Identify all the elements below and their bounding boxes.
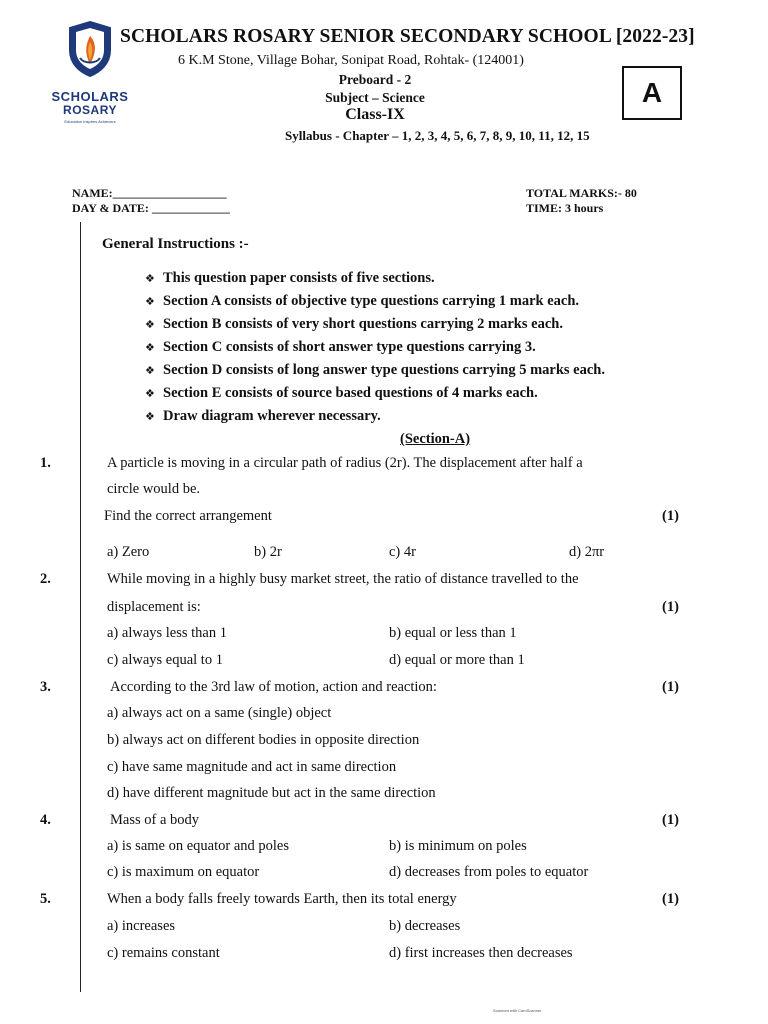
instruction-item: ❖ Section A consists of objective type questions carrying 1 mark each. xyxy=(145,293,580,309)
question-number: 2. xyxy=(40,571,51,587)
logo-tagline: Education Inspires Achievers xyxy=(64,119,116,124)
answer-option: b) decreases xyxy=(389,918,461,934)
diamond-bullet-icon: ❖ xyxy=(145,295,155,308)
question-text: According to the 3rd law of motion, action and reaction: xyxy=(110,679,437,695)
answer-option: b) always act on different bodies in opposite direction xyxy=(107,732,420,748)
question-text: circle would be. xyxy=(107,481,201,497)
date-field-label: DAY & DATE: _____________ xyxy=(72,201,230,215)
question-marks: (1) xyxy=(662,508,679,524)
diamond-bullet-icon: ❖ xyxy=(145,272,155,285)
instruction-item: ❖ Draw diagram wherever necessary. xyxy=(145,408,381,424)
section-a-title: (Section-A) xyxy=(400,431,471,447)
question-text: When a body falls freely towards Earth, then its total energy xyxy=(107,891,457,907)
logo-text-line2: ROSARY xyxy=(63,103,117,117)
class-title: Class-IX xyxy=(345,106,405,123)
answer-option: c) is maximum on equator xyxy=(107,864,260,880)
scanner-watermark: Scanned with CamScanner xyxy=(493,1008,542,1013)
answer-option: a) increases xyxy=(107,918,176,934)
answer-option: d) equal or more than 1 xyxy=(389,652,525,668)
instructions-title: General Instructions :- xyxy=(102,236,249,252)
diamond-bullet-icon: ❖ xyxy=(145,318,155,331)
answer-option: b) is minimum on poles xyxy=(389,838,527,854)
answer-option: b) equal or less than 1 xyxy=(389,625,517,641)
answer-option: d) 2πr xyxy=(569,544,605,560)
answer-option: a) is same on equator and poles xyxy=(107,838,290,854)
name-field-label: NAME:___________________ xyxy=(72,186,227,200)
question-marks: (1) xyxy=(662,891,679,907)
instruction-item: ❖ Section B consists of very short questions carrying 2 marks each. xyxy=(145,316,563,332)
answer-option: c) always equal to 1 xyxy=(107,652,223,668)
question-text: Mass of a body xyxy=(110,812,200,828)
diamond-bullet-icon: ❖ xyxy=(145,364,155,377)
instruction-item: ❖ Section C consists of short answer type questions carrying 3. xyxy=(145,339,536,355)
question-marks: (1) xyxy=(662,599,679,615)
question-number: 5. xyxy=(40,891,51,907)
exam-title: Preboard - 2 xyxy=(338,72,412,87)
paper-set-box: A xyxy=(622,66,682,120)
question-marks: (1) xyxy=(662,812,679,828)
question-marks: (1) xyxy=(662,679,679,695)
school-name: SCHOLARS ROSARY SENIOR SECONDARY SCHOOL [2022-23] xyxy=(120,26,695,47)
question-text: While moving in a highly busy market street, the ratio of distance travelled to the xyxy=(107,571,579,587)
school-address: 6 K.M Stone, Village Bohar, Sonipat Road, Rohtak- (124001) xyxy=(178,53,524,68)
answer-option: c) remains constant xyxy=(107,945,220,961)
answer-option: a) always act on a same (single) object xyxy=(107,705,332,721)
diamond-bullet-icon: ❖ xyxy=(145,410,155,423)
shield-crest-icon xyxy=(66,20,114,78)
question-text: displacement is: xyxy=(107,599,201,615)
diamond-bullet-icon: ❖ xyxy=(145,341,155,354)
question-number: 3. xyxy=(40,679,51,695)
answer-option: a) always less than 1 xyxy=(107,625,227,641)
question-number: 4. xyxy=(40,812,51,828)
answer-option: b) 2r xyxy=(254,544,282,560)
logo-text-line1: SCHOLARS xyxy=(51,89,129,104)
margin-rule xyxy=(80,222,81,992)
syllabus-line: Syllabus - Chapter – 1, 2, 3, 4, 5, 6, 7, 8, 9, 10, 11, 12, 15 xyxy=(285,128,590,143)
total-marks: TOTAL MARKS:- 80 xyxy=(526,186,637,200)
instruction-item: ❖ Section D consists of long answer type questions carrying 5 marks each. xyxy=(145,362,605,378)
instruction-item: ❖ Section E consists of source based questions of 4 marks each. xyxy=(145,385,538,401)
answer-option: c) have same magnitude and act in same direction xyxy=(107,759,397,775)
diamond-bullet-icon: ❖ xyxy=(145,387,155,400)
answer-option: c) 4r xyxy=(389,544,416,560)
answer-option: d) decreases from poles to equator xyxy=(389,864,589,880)
instructions-list xyxy=(145,270,605,431)
subject-title: Subject – Science xyxy=(325,90,425,105)
question-text: A particle is moving in a circular path of radius (2r). The displacement after half a xyxy=(107,455,583,471)
answer-option: d) first increases then decreases xyxy=(389,945,573,961)
instruction-item: ❖ This question paper consists of five sections. xyxy=(145,270,435,286)
exam-time: TIME: 3 hours xyxy=(526,201,604,215)
answer-option: d) have different magnitude but act in the same direction xyxy=(107,785,436,801)
answer-option: a) Zero xyxy=(107,544,150,560)
question-text: Find the correct arrangement xyxy=(104,508,272,524)
question-number: 1. xyxy=(40,455,51,471)
